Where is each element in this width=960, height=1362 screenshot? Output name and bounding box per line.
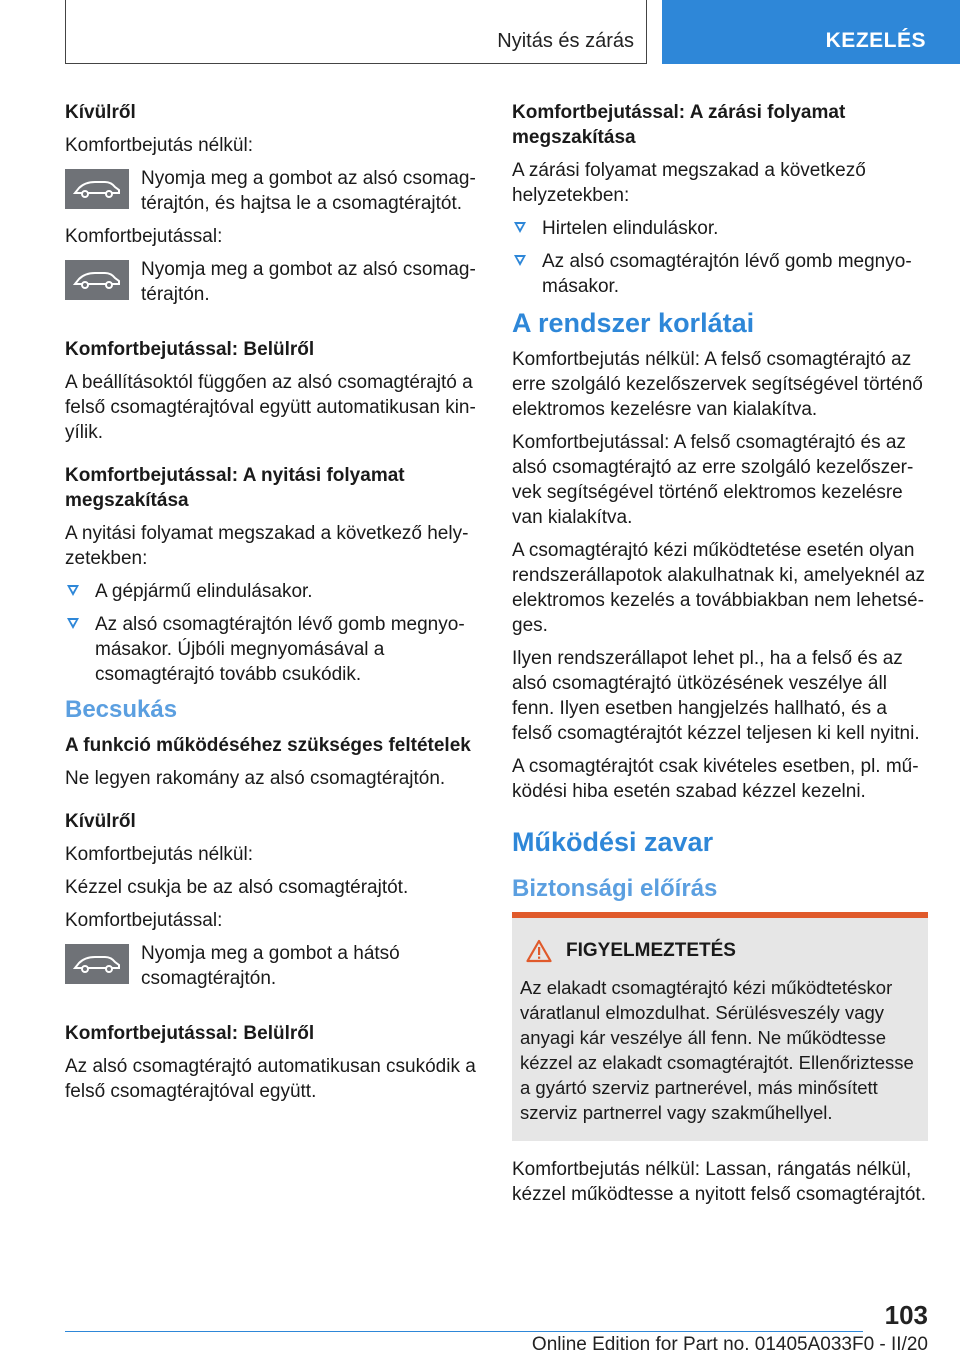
page-number: 103 xyxy=(884,1300,928,1330)
para-limits-3: A csomagtérajtó kézi működtetése esetén olyan rendszerállapotok alakulhatnak ki, amelyeknél az elektromos kezelés a továbbiakban nem lehetséges. xyxy=(512,540,925,636)
open-interrupt-list xyxy=(65,579,477,687)
para-limits-5: A csomagtérajtót csak kivételes esetben, pl. működési hiba esetén szabad kézzel kezelni. xyxy=(512,756,919,802)
instruction-text-1: Nyomja meg a gombot az alsó csomagtérajtón, és hajtsa le a csomagtérajtót. xyxy=(141,168,476,214)
warning-title-text: FIGYELMEZTETÉS xyxy=(566,940,736,961)
triangle-bullet-icon xyxy=(514,222,526,233)
heading-open-interrupt: Komfortbejutással: A nyitási folyamat megszakítása xyxy=(65,465,405,511)
para-limits-2: Komfortbejutással: A felső csomagtérajtó és az alsó csomagtérajtó az erre szolgáló kezelőszervek segítségével történő elektromos kezelésre van kialakítva. xyxy=(512,432,914,528)
instruction-text-2: Nyomja meg a gombot az alsó csomagtérajtón. xyxy=(141,259,476,305)
heading-comfort-inside: Komfortbejutással: Belülről xyxy=(65,339,315,360)
heading-comfort-inside-close: Komfortbejutással: Belülről xyxy=(65,1023,315,1044)
heading-outside-close: Kívülről xyxy=(65,811,136,832)
footer-edition: Online Edition for Part no. 01405A033F0 - II/20 xyxy=(531,1334,928,1355)
para-comfort-1: Komfortbejutással: xyxy=(65,226,223,247)
chapter-tab[interactable] xyxy=(662,0,960,64)
list-item: A gépjármű elindulásakor. xyxy=(65,579,477,604)
subsection-title-safety: Biztonsági előírás xyxy=(512,875,718,902)
instruction-row-2 xyxy=(65,257,477,307)
heading-close-interrupt: Komfortbejutással: A zárási folyamat megszakítása xyxy=(512,102,846,148)
para-open-interrupt: A nyitási folyamat megszakad a következő helyzetekben: xyxy=(65,523,469,569)
para-comfort-inside: A beállításoktól függően az alsó csomagtérajtó a felső csomagtérajtóval együtt automatikusan kinyílik. xyxy=(65,372,476,443)
para-limits-4: Ilyen rendszerállapot lehet pl., ha a felső és az alsó csomagtérajtó ütközésének veszélye áll fenn. Ilyen esetben hangjelzés hallható, és a felső csomagtérajtót kézzel teljesen ki kell nyitni. xyxy=(512,648,920,744)
list-item: Az alsó csomagtérajtón lévő gomb megnyomásakor. xyxy=(512,249,928,299)
list-item: Az alsó csomagtérajtón lévő gomb megnyomásakor. Újbóli megnyomásával a csomagtérajtó tovább csukódik. xyxy=(65,612,477,687)
triangle-bullet-icon xyxy=(514,255,526,266)
car-tailgate-icon xyxy=(65,260,129,300)
list-item: Hirtelen elinduláskor. xyxy=(512,216,928,241)
instruction-row-1 xyxy=(65,166,477,216)
section-title-closing: Becsukás xyxy=(65,696,178,723)
warning-title xyxy=(520,938,920,963)
close-interrupt-list xyxy=(512,216,928,299)
left-column xyxy=(65,100,477,1112)
para-no-comfort-1: Komfortbejutás nélkül: xyxy=(65,135,253,156)
para-comfort-2: Komfortbejutással: xyxy=(65,910,223,931)
para-requirements: Ne legyen rakomány az alsó csomagtérajtón. xyxy=(65,768,446,789)
heading-requirements: A funkció működéséhez szükséges feltételek xyxy=(65,735,471,756)
para-comfort-inside-close: Az alsó csomagtérajtó automatikusan csukódik a felső csomagtérajtóval együtt. xyxy=(65,1056,476,1102)
section-title-malfunction: Működési zavar xyxy=(512,827,714,857)
section-title: Nyitás és zárás xyxy=(497,30,634,52)
warning-box xyxy=(512,912,928,1141)
section-title-limits: A rendszer korlátai xyxy=(512,308,755,338)
para-close-manually: Kézzel csukja be az alsó csomagtérajtót. xyxy=(65,877,409,898)
triangle-bullet-icon xyxy=(67,585,79,596)
para-no-comfort-2: Komfortbejutás nélkül: xyxy=(65,844,253,865)
footer-divider xyxy=(65,1331,863,1332)
heading-outside-open: Kívülről xyxy=(65,102,136,123)
para-limits-1: Komfortbejutás nélkül: A felső csomagtérajtó az erre szolgáló kezelőszervek segítségével történő elektromos kezelésre van kialakítva. xyxy=(512,349,923,420)
instruction-text-3: Nyomja meg a gombot a hátsó csomagtérajtón. xyxy=(141,943,400,989)
car-tailgate-icon xyxy=(65,944,129,984)
para-manual-operation: Komfortbejutás nélkül: Lassan, rángatás nélkül, kézzel működtesse a nyitott felső csomagtérajtót. xyxy=(512,1159,926,1205)
header-box xyxy=(65,0,647,64)
triangle-bullet-icon xyxy=(67,618,79,629)
instruction-row-3 xyxy=(65,941,477,991)
warning-body: Az elakadt csomagtérajtó kézi működtetéskor váratlanul elmozdulhat. Sérülésveszély vagy anyagi kár veszélye áll fenn. Ne működtesse kézzel az elakadt csomagtérajtót. Ellenőriztesse a gyártó szerviz partnerével, más minősített szerviz partnerrel vagy szakműhellyel. xyxy=(520,977,914,1123)
para-close-interrupt: A zárási folyamat megszakad a következő helyzetekben: xyxy=(512,160,866,206)
car-tailgate-icon xyxy=(65,169,129,209)
chapter-tab-label: KEZELÉS xyxy=(825,29,926,52)
warning-triangle-icon xyxy=(526,939,552,963)
right-column xyxy=(512,100,928,1215)
